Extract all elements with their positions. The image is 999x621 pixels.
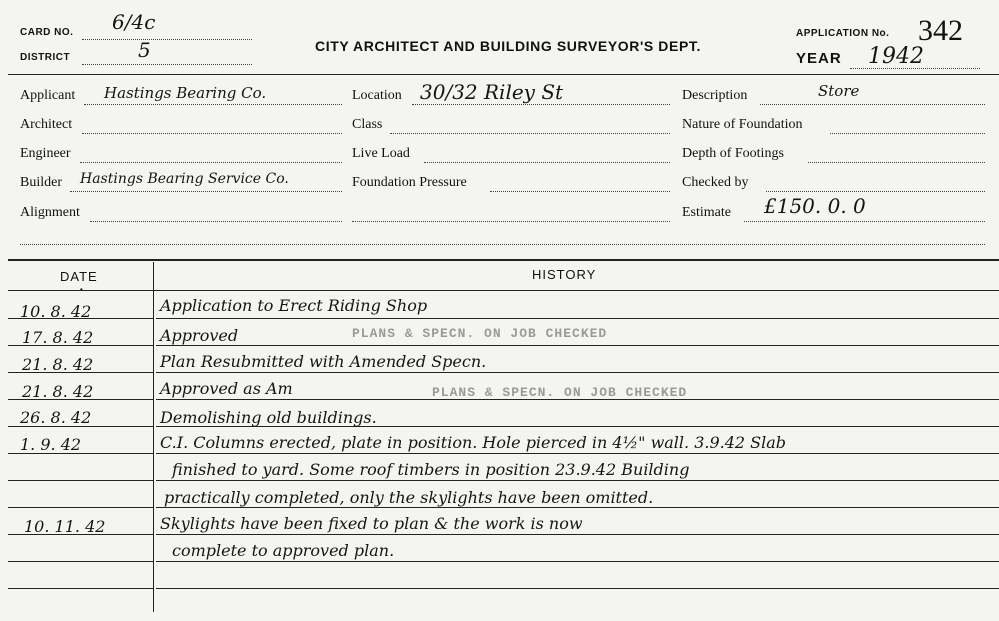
description-label: Description: [682, 88, 748, 103]
history-entry: Plan Resubmitted with Amended Specn.: [160, 352, 487, 371]
card-no-value: 6/4c: [112, 10, 156, 34]
application-no-value: 342: [918, 14, 963, 47]
builder-value: Hastings Bearing Service Co.: [80, 171, 289, 187]
year-label: YEAR: [796, 50, 842, 67]
history-entry: finished to yard. Some roof timbers in position 23.9.42 Building: [172, 460, 690, 479]
class-label: Class: [352, 117, 383, 132]
nature-of-foundation-label: Nature of Foundation: [682, 117, 803, 132]
history-entry: Application to Erect Riding Shop: [160, 296, 428, 315]
history-entry: Approved as Am: [160, 379, 293, 398]
estimate-value: £150. 0. 0: [764, 194, 866, 218]
depth-of-footings-label: Depth of Footings: [682, 146, 784, 161]
history-header: HISTORY: [532, 267, 597, 282]
engineer-label: Engineer: [20, 146, 71, 161]
location-label: Location: [352, 88, 402, 103]
history-date: 1. 9. 42: [20, 435, 82, 454]
history-entry: complete to approved plan.: [172, 541, 395, 560]
estimate-label: Estimate: [682, 205, 731, 220]
architect-label: Architect: [20, 117, 73, 132]
live-load-label: Live Load: [352, 146, 410, 161]
checked-stamp: PLANS & SPECN. ON JOB CHECKED: [352, 326, 608, 341]
history-date: 17. 8. 42: [22, 328, 94, 347]
district-label: DISTRICT: [20, 52, 71, 63]
checked-by-label: Checked by: [682, 175, 749, 190]
history-date: 10. 8. 42: [20, 302, 92, 321]
history-date: 21. 8. 42: [22, 355, 94, 374]
page-title: CITY ARCHITECT AND BUILDING SURVEYOR'S DEPT.: [315, 38, 701, 54]
foundation-pressure-label: Foundation Pressure: [352, 175, 467, 190]
header-mark: •: [80, 285, 83, 294]
history-date: 26. 8. 42: [20, 408, 92, 427]
history-date: 10. 11. 42: [24, 517, 106, 536]
history-entry: Skylights have been fixed to plan & the work is now: [160, 514, 583, 533]
history-entry: Approved: [160, 326, 239, 345]
district-value: 5: [138, 38, 151, 62]
history-entry: Demolishing old buildings.: [160, 408, 377, 427]
history-entry: practically completed, only the skylights have been omitted.: [164, 488, 654, 507]
date-header: DATE: [60, 269, 98, 284]
description-value: Store: [818, 82, 860, 100]
applicant-label: Applicant: [20, 88, 76, 103]
applicant-value: Hastings Bearing Co.: [104, 84, 267, 102]
year-value: 1942: [868, 44, 924, 69]
history-date: 21. 8. 42: [22, 382, 94, 401]
alignment-label: Alignment: [20, 205, 80, 220]
application-no-label: APPLICATION No.: [796, 28, 890, 39]
checked-stamp: PLANS & SPECN. ON JOB CHECKED: [432, 385, 688, 400]
location-value: 30/32 Riley St: [420, 80, 564, 104]
history-entry: C.I. Columns erected, plate in position. Hole pierced in 4½" wall. 3.9.42 Slab: [160, 433, 787, 452]
builder-label: Builder: [20, 175, 62, 190]
card-no-label: CARD NO.: [20, 27, 74, 38]
date-column-divider: [153, 262, 154, 612]
